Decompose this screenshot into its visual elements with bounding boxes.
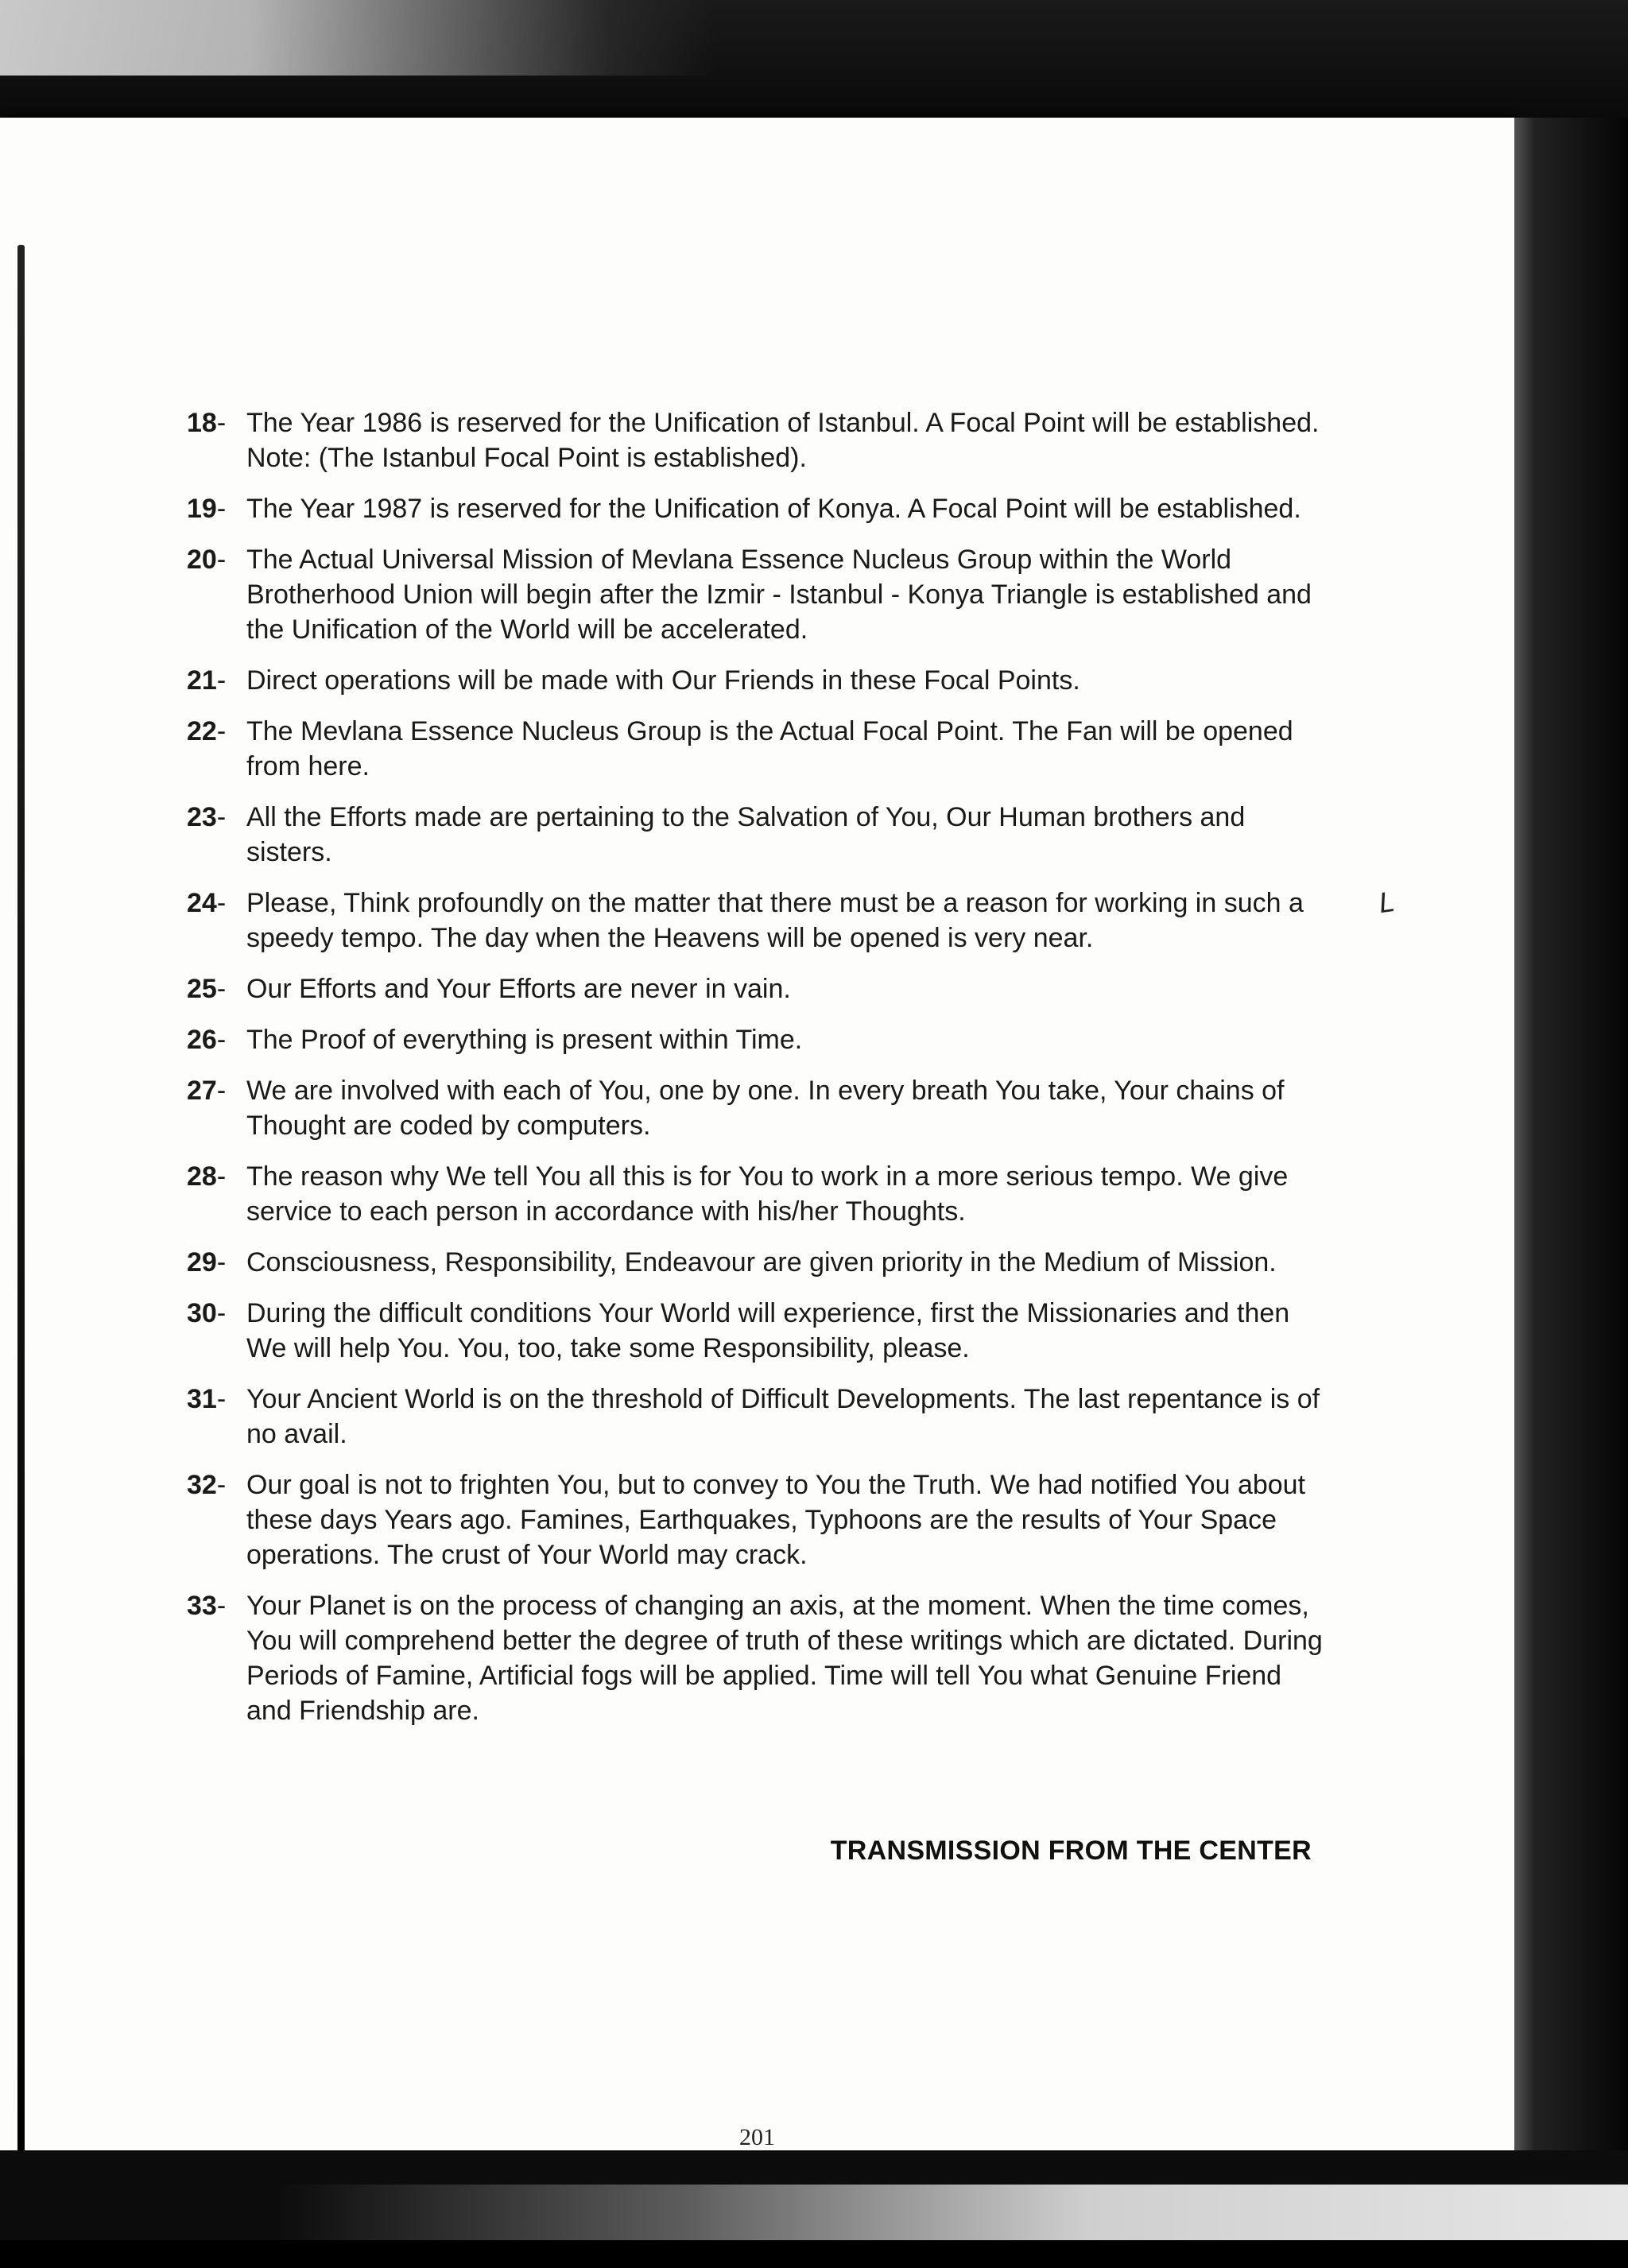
item-number: 28- — [187, 1161, 227, 1192]
item-number: 20- — [187, 545, 227, 575]
item-text: Our Efforts and Your Efforts are never in vain. — [246, 974, 791, 1004]
page-number: 201 — [739, 2124, 775, 2150]
item-number: 32- — [187, 1470, 227, 1500]
list-item — [187, 1296, 1331, 1366]
list-item — [187, 1022, 1331, 1057]
item-text: The Actual Universal Mission of Mevlana Essence Nucleus Group within the World Brotherhood Union will begin after the Izmir - Istanbul - Konya Triangle is established and the Unification of the World will be accelerated. — [246, 545, 1312, 645]
scan-bottom-shadow — [0, 2150, 1628, 2240]
item-text: Please, Think profoundly on the matter that there must be a reason for working in such a speedy tempo. The day when the Heavens will be opened is very near. — [246, 888, 1304, 953]
item-text: Your Planet is on the process of changing an axis, at the moment. When the time comes, You will comprehend better the degree of truth of these writings which are dictated. During Periods of Famine, Artificial fogs will be applied. Time will tell You what Genuine Friend and Friendship are. — [246, 1591, 1323, 1726]
list-item — [187, 663, 1331, 698]
scan-top-glare — [0, 0, 715, 76]
item-number: 25- — [187, 974, 227, 1004]
item-number: 22- — [187, 716, 227, 746]
scan-bottom-glare — [277, 2185, 1628, 2240]
item-number: 18- — [187, 408, 227, 438]
list-item — [187, 1245, 1331, 1280]
item-number: 19- — [187, 494, 227, 524]
item-text: Our goal is not to frighten You, but to convey to You the Truth. We had notified You about these days Years ago. Famines, Earthquakes, Typhoons are the results of Your Space operations. The crust of Your World may crack. — [246, 1470, 1306, 1570]
transmission-heading: TRANSMISSION FROM THE CENTER — [830, 1836, 1312, 1866]
item-text: Your Ancient World is on the threshold of Difficult Developments. The last repentance is of no avail. — [246, 1384, 1320, 1449]
list-item — [187, 405, 1331, 475]
scan-top-shadow — [0, 0, 1628, 119]
item-text: The reason why We tell You all this is for You to work in a more serious tempo. We give service to each person in accordance with his/her Thoughts. — [246, 1161, 1289, 1227]
item-number: 29- — [187, 1247, 227, 1277]
page-binding-shadow — [17, 245, 25, 2268]
item-number: 27- — [187, 1076, 227, 1106]
item-text: All the Efforts made are pertaining to the Salvation of You, Our Human brothers and sisters. — [246, 802, 1246, 867]
item-text: The Year 1986 is reserved for the Unification of Istanbul. A Focal Point will be established. Note: (The Istanbul Focal Point is established). — [246, 408, 1320, 473]
item-text: During the difficult conditions Your World will experience, first the Missionaries and then We will help You. You, too, take some Responsibility, please. — [246, 1298, 1290, 1363]
item-text: We are involved with each of You, one by one. In every breath You take, Your chains of Thought are coded by computers. — [246, 1076, 1285, 1141]
handwritten-mark: L — [1377, 886, 1397, 921]
list-item — [187, 1467, 1331, 1572]
item-text: The Proof of everything is present within Time. — [246, 1025, 803, 1055]
list-item — [187, 971, 1331, 1006]
numbered-list — [187, 405, 1331, 1744]
item-text: The Year 1987 is reserved for the Unification of Konya. A Focal Point will be established. — [246, 494, 1301, 524]
item-number: 23- — [187, 802, 227, 832]
item-number: 30- — [187, 1298, 227, 1328]
item-number: 24- — [187, 888, 227, 918]
list-item — [187, 491, 1331, 526]
list-item — [187, 800, 1331, 870]
item-text: Direct operations will be made with Our Friends in these Focal Points. — [246, 665, 1080, 696]
book-page — [0, 118, 1514, 2150]
item-number: 26- — [187, 1025, 227, 1055]
list-item — [187, 1073, 1331, 1143]
item-text: Consciousness, Responsibility, Endeavour are given priority in the Medium of Mission. — [246, 1247, 1277, 1277]
item-number: 31- — [187, 1384, 227, 1414]
list-item — [187, 1588, 1331, 1728]
item-text: The Mevlana Essence Nucleus Group is the Actual Focal Point. The Fan will be opened from here. — [246, 716, 1293, 781]
list-item — [187, 1159, 1331, 1229]
item-number: 33- — [187, 1591, 227, 1621]
list-item — [187, 1382, 1331, 1452]
item-number: 21- — [187, 665, 227, 696]
scan-right-shadow — [1514, 118, 1628, 2150]
list-item — [187, 542, 1331, 647]
list-item — [187, 714, 1331, 784]
list-item — [187, 886, 1331, 956]
